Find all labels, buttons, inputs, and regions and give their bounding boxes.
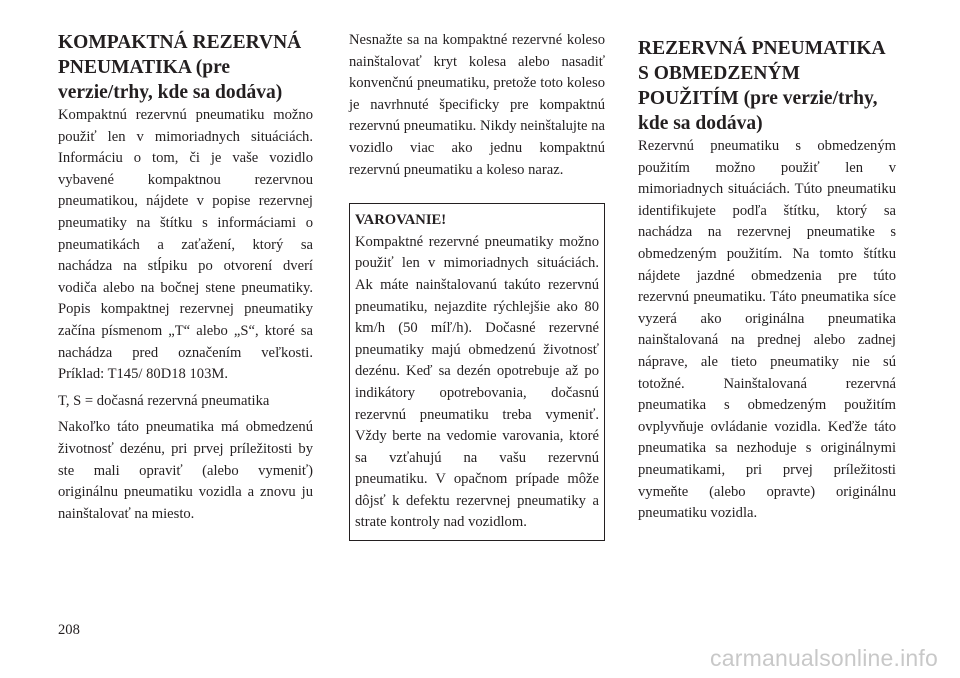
warning-text: Kompaktné rezervné pneumatiky možno použiť len v mimoriadnych situáciách. Ak máte nainštalovanú takúto rezervnú pneumatiku, nejazdite rýchlejšie ako 80 km/h (50 míľ/h). Dočasné rezervné pneumatiky majú obmedzenú životnosť dezénu. Keď sa dezén opotrebuje až po indikátory opotrebovania, dočasnú rezervnú pneumatiku treba vymeniť. Vždy berte na vedomie varovania, ktoré sa vzťahujú na vašu rezervnú pneumatiku. V opačnom prípade môže dôjsť k defektu rezervnej pneumatiky a strate kontroly nad vozidlom. [355, 233, 599, 531]
compact-spare-paragraph-4: Nesnažte sa na kompaktné rezervné koleso nainštalovať kryt kolesa alebo nasadiť konvenčnú pneumatiku, pretože toto koleso je navrhnuté špecificky pre kompaktnú rezervnú pneumatiku. Nikdy neinštalujte na vozidlo viac ako jednu kompaktnú rezervnú pneumatiku a koleso naraz. [349, 32, 605, 178]
compact-spare-paragraph-1: Kompaktnú rezervnú pneumatiku možno použiť len v mimoriadnych situáciách. Informáciu o tom, či je vaše vozidlo vybavené kompaktnou rezervnou pneumatikou, nájdete v popise rezervnej pneumatiky na štítku s informáciami o pneumatikách a zaťažení, ktorý sa nachádza na stĺpiku po otvorení dverí vodiča alebo na bočnej stene pneumatiky. Popis kompaktnej rezervnej pneumatiky začína písmenom „T“ alebo „S“, ktoré sa nachádza pred označením veľkosti. Príklad: T145/ 80D18 103M. [58, 107, 313, 383]
middle-column [349, 30, 605, 541]
warning-box [349, 203, 605, 541]
warning-title: VAROVANIE! [355, 212, 447, 229]
watermark: carmanualsonline.info [710, 645, 938, 671]
limited-use-spare-paragraph: Rezervnú pneumatiku s obmedzeným použitím možno použiť len v mimoriadnych situáciách. Túto pneumatiku identifikujete podľa štítku, ktorý sa nachádza na rezervnej pneumatike s obmedzeným použitím. Na tomto štítku nájdete jazdné obmedzenia pre túto rezervnú pneumatiku. Táto pneumatika síce vyzerá ako originálna pneumatika nainštalovaná na prednej alebo zadnej náprave, ale tieto pneumatiky nie sú totožné. Nainštalovaná rezervná pneumatika s obmedzeným použitím ovplyvňuje ovládanie vozidla. Keďže táto pneumatika sa nezhoduje s originálnymi pneumatikami, pri prvej príležitosti vymeňte (alebo opravte) originálnu pneumatiku vozidla. [638, 138, 896, 522]
limited-use-spare-heading: REZERVNÁ PNEUMATIKA S OBMEDZENÝM POUŽITÍM (pre verzie/trhy, kde sa dodáva) [638, 38, 885, 134]
compact-spare-heading: KOMPAKTNÁ REZERVNÁ PNEUMATIKA (pre verzie/trhy, kde sa dodáva) [58, 32, 302, 103]
compact-spare-paragraph-3: Nakoľko táto pneumatika má obmedzenú životnosť dezénu, pri prvej príležitosti by ste mali opraviť (alebo vymeniť) originálnu pneumatiku vozidla a znovu ju nainštalovať na miesto. [58, 419, 313, 522]
compact-spare-paragraph-2: T, S = dočasná rezervná pneumatika [58, 392, 270, 409]
page-number: 208 [58, 622, 80, 638]
right-column [638, 30, 896, 525]
left-column [58, 30, 313, 525]
